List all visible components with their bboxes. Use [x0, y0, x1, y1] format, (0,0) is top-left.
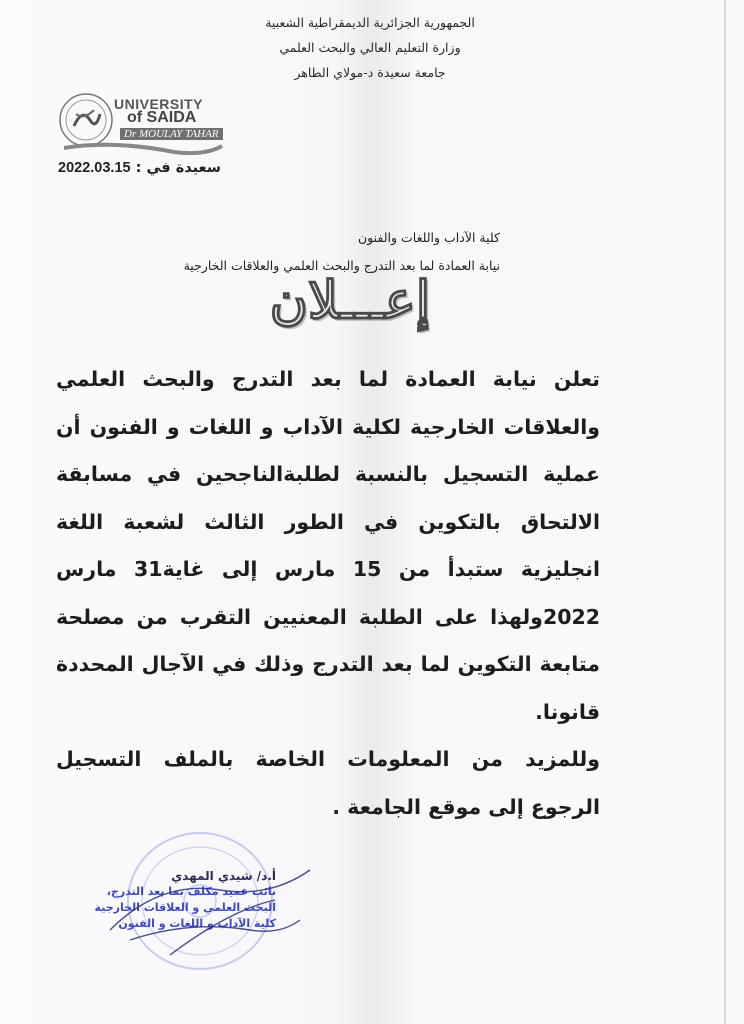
- faculty-name: كلية الآداب واللغات والفنون: [357, 230, 500, 245]
- document-date: [58, 160, 258, 176]
- logo-text-saida: of SAIDA: [127, 109, 197, 126]
- vice-deanship-name: نيابة العمادة لما بعد التدرج والبحث العلمي والعلاقات الخارجية: [183, 258, 500, 273]
- signatory-title-1: نائب عميد مكلف بما بعد التدرج،: [106, 885, 276, 898]
- signatory-title-3: كلية الآداب و اللغات و الفنون: [118, 917, 276, 930]
- handwritten-signature-icon: [70, 860, 320, 970]
- letterhead: [230, 10, 510, 85]
- scan-edge-line: [724, 0, 726, 1024]
- signatory-title-2: البحث العلمي و العلاقات الخارجية: [94, 901, 276, 914]
- announcement-title: إعـــلان: [269, 270, 431, 331]
- university-logo: [54, 90, 224, 160]
- logo-text-university: UNIVERSITY: [114, 96, 204, 112]
- header-republic: الجمهورية الجزائرية الديمقراطية الشعبية: [265, 15, 475, 30]
- header-ministry: وزارة التعليم العالي والبحث العلمي: [279, 40, 461, 55]
- announcement-paragraph-1: تعلن نيابة العمادة لما بعد التدرج والبحث العلمي والعلاقات الخارجية لكلية الآداب و اللغات و الفنون أن عملية التسجيل بالنسبة لطلبةالناجحين في مسابقة الالتحاق بالتكوين في الطور الثالث لشعبة اللغة انجليزية ستبدأ من 15 مارس إلى غاية31 مارس 2022ولهذا على الطلبة المعنيين التقرب من مصلحة متابعة التكوين لما بعد التدرج وذلك في الآجال المحددة قانونا.: [56, 367, 600, 724]
- announcement-paragraph-2: وللمزيد من المعلومات الخاصة بالملف التسجيل الرجوع إلى موقع الجامعة .: [56, 747, 600, 819]
- date-label: سعيدة في :: [135, 160, 221, 176]
- header-university: جامعة سعيدة د-مولاي الطاهر: [294, 65, 446, 80]
- logo-text-moulay-tahar: Dr MOULAY TAHAR: [120, 128, 223, 140]
- announcement-body: [56, 356, 646, 831]
- date-value: 2022.03.15: [58, 160, 131, 176]
- signatory-name: أ.د/ شيدي المهدي: [171, 869, 276, 883]
